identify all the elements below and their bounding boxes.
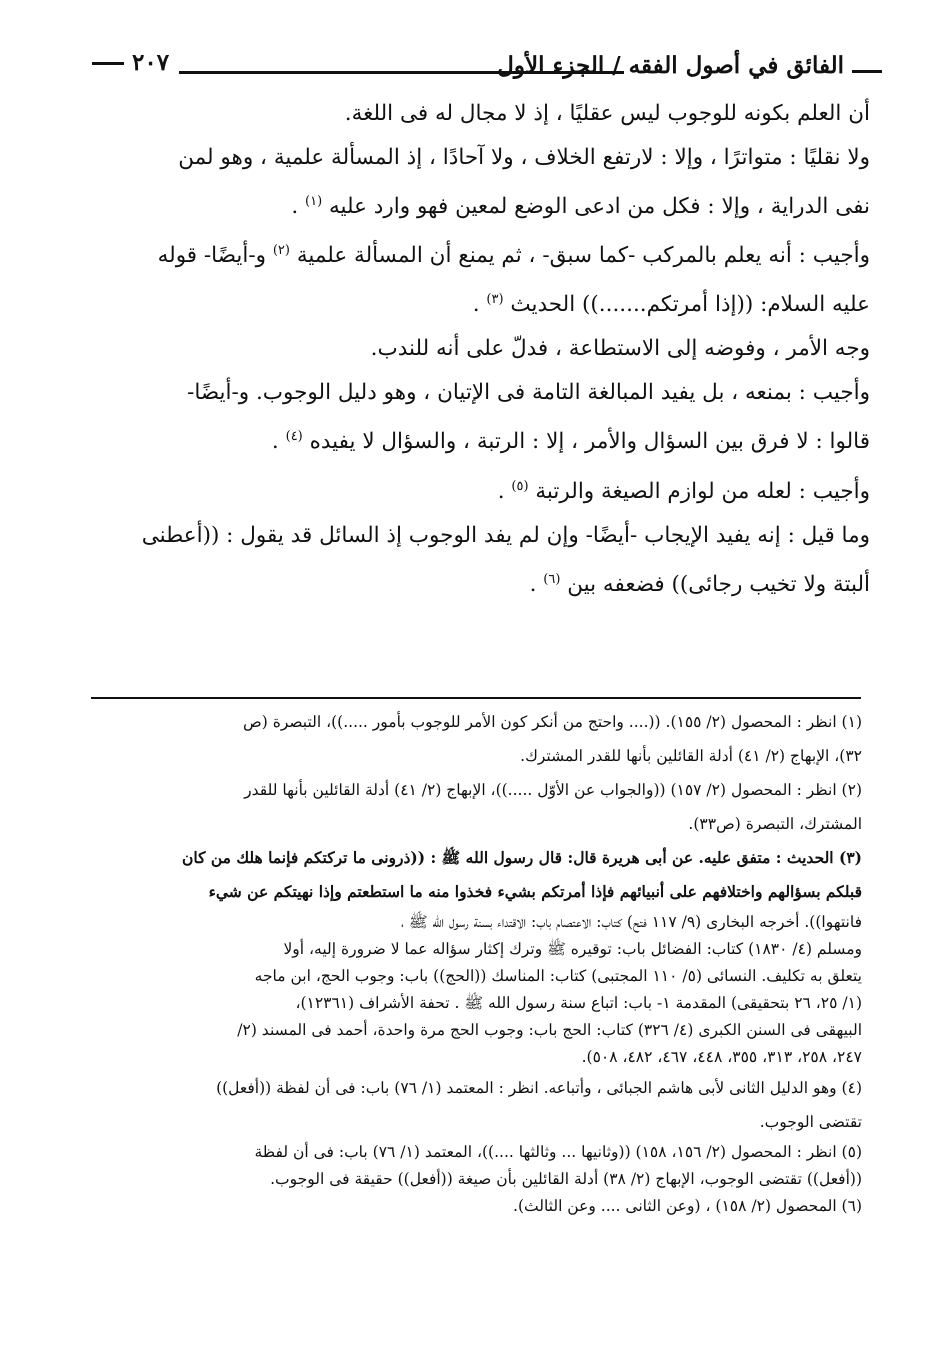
footnote-line: ٢٤٧، ٢٥٨، ٣١٣، ٣٥٥، ٤٤٨، ٤٦٧، ٤٨٢، ٥٠٨).	[581, 1048, 862, 1066]
footnote-line: تقتضى الوجوب.	[759, 1113, 862, 1131]
header-rule-left	[92, 62, 124, 65]
end-dot: .	[529, 571, 537, 597]
text-segment: ألبتة ولا تخيب رجائى)) فضعفه بين	[567, 571, 870, 597]
text-line: أن العلم بكونه للوجوب ليس عقليًا ، إذ لا مجال له فى اللغة.	[344, 101, 870, 126]
end-dot: .	[497, 478, 505, 504]
text-line	[92, 180, 870, 229]
footnote-line: ٣٢)، الإبهاج (٢/ ٤١) أدلة القائلين بأنها للقدر المشترك.	[520, 747, 862, 765]
text-segment: وأجيب : لعله من لوازم الصيغة والرتبة	[535, 478, 870, 504]
text-line	[92, 465, 870, 514]
footnote-line: (٢) انظر : المحصول (٢/ ١٥٧) ((والجواب عن الأوّل .....))، الإبهاج (٢/ ٤١) أدلة القائلين بأنها للقدر	[244, 781, 862, 799]
footnote-line: يتعلق به تكليف. النسائى (٥/ ١١٠ المجتبى) كتاب: المناسك ((الحج)) باب: وجوب الحج، ابن ماجه	[254, 967, 862, 985]
footnote-line: المشترك، التبصرة (ص٣٣).	[688, 815, 862, 833]
footnote-line: (٥) انظر : المحصول (٢/ ١٥٦، ١٥٨) ((وثانيها ... وثالثها ....))، المعتمد (١/ ٧٦) باب: فى أن لفظة	[254, 1143, 862, 1161]
footnote-ref: (٢)	[272, 243, 290, 259]
text-line	[92, 558, 870, 607]
page-number: ٢٠٧	[132, 49, 170, 76]
main-text	[92, 92, 870, 607]
text-segment: عليه السلام: ((إذا أمرتكم.......)) الحديث	[510, 292, 870, 318]
end-dot: .	[271, 429, 279, 455]
text-line	[92, 415, 870, 464]
header-rule-middle	[179, 71, 624, 74]
text-line	[92, 278, 870, 327]
text-line	[92, 229, 870, 278]
text-line: وأجيب : بمنعه ، بل يفيد المبالغة التامة فى الإتيان ، وهو دليل الوجوب. و-أيضًا-	[187, 380, 870, 406]
footnote-ref: (٤)	[285, 429, 303, 445]
text-line: وما قيل : إنه يفيد الإيجاب -أيضًا- وإن لم يفد الوجوب إذ السائل قد يقول : ((أعطنى	[141, 522, 870, 548]
text-segment: قالوا : لا فرق بين السؤال والأمر ، إلا : الرتبة ، والسؤال لا يفيده	[309, 429, 870, 455]
footnote-line: فانتهوا)). أخرجه البخارى (٩/ ١١٧ فتح) كتاب: الاعتصام باب: الاقتداء بسنة رسول الله ﷺ ،	[400, 913, 862, 931]
footnote-line: ومسلم (٤/ ١٨٣٠) كتاب: الفضائل باب: توقيره ﷺ وترك إكثار سؤاله عما لا ضرورة إليه، أولا	[283, 940, 862, 958]
text-line: وجه الأمر ، وفوضه إلى الاستطاعة ، فدلّ على أنه للندب.	[370, 336, 870, 362]
footnote-line: (٣) الحديث : متفق عليه. عن أبى هريرة قال: قال رسول الله ﷺ : ((ذرونى ما تركتكم فإنما هلك من كان	[181, 848, 862, 867]
text-line: ولا نقليًا : متواترًا ، وإلا : لارتفع الخلاف ، ولا آحادًا ، إذ المسألة علمية ، وهو لمن	[178, 145, 870, 170]
end-dot: .	[472, 292, 480, 318]
footnote-ref: (٦)	[543, 571, 561, 587]
footnote-line: قبلكم بسؤالهم واختلافهم على أنبيائهم فإذا أمرتكم بشيء فخذوا منه ما استطعتم وإذا نهيتكم عن شيء	[208, 882, 862, 901]
footnote-line: (١) انظر : المحصول (٢/ ١٥٥). ((.... واحتج من أنكر كون الأمر للوجوب بأمور .....))، التبصرة (ص	[242, 713, 862, 731]
footnote-line: (١/ ٢٥، ٢٦ بتحقيقى) المقدمة ١- باب: اتباع سنة رسول الله ﷺ . تحفة الأشراف (١٢٣٦١)،	[295, 994, 862, 1012]
header-rule-right	[852, 70, 882, 73]
text-segment: وأجيب : أنه يعلم بالمركب -كما سبق- ، ثم يمنع أن المسألة علمية	[296, 243, 870, 269]
footnote-line: البيهقى فى السنن الكبرى (٤/ ٣٢٦) كتاب: الحج باب: وجوب الحج مرة واحدة، أحمد فى المسند (٢/	[237, 1021, 862, 1039]
footnote-line: ((أفعل)) تقتضى الوجوب، الإبهاج (٢/ ٣٨) أدلة القائلين بأن صيغة ((أفعل)) حقيقة فى الوجوب.	[270, 1170, 862, 1188]
running-header	[92, 44, 882, 84]
footnote-ref: (٥)	[511, 478, 529, 494]
text-segment: نفى الدراية ، وإلا : فكل من ادعى الوضع لمعين فهو وارد عليه	[329, 194, 870, 220]
footnote-ref: (١)	[305, 194, 323, 209]
footnote-line: (٤) وهو الدليل الثانى لأبى هاشم الجبائى ، وأتباعه. انظر : المعتمد (١/ ٧٦) باب: فى أن لفظة ((أفعل))	[216, 1079, 862, 1097]
footnote-line: (٦) المحصول (٢/ ١٥٨) ، (وعن الثانى .... وعن الثالث).	[513, 1197, 862, 1215]
text-segment: و-أيضًا- قوله	[157, 243, 266, 269]
header-title: الفائق في أصول الفقه / الجزء الأول	[497, 52, 844, 79]
footnotes	[92, 705, 862, 1220]
end-dot: .	[291, 194, 299, 220]
footnote-separator	[91, 697, 861, 699]
footnote-ref: (٣)	[486, 292, 504, 308]
